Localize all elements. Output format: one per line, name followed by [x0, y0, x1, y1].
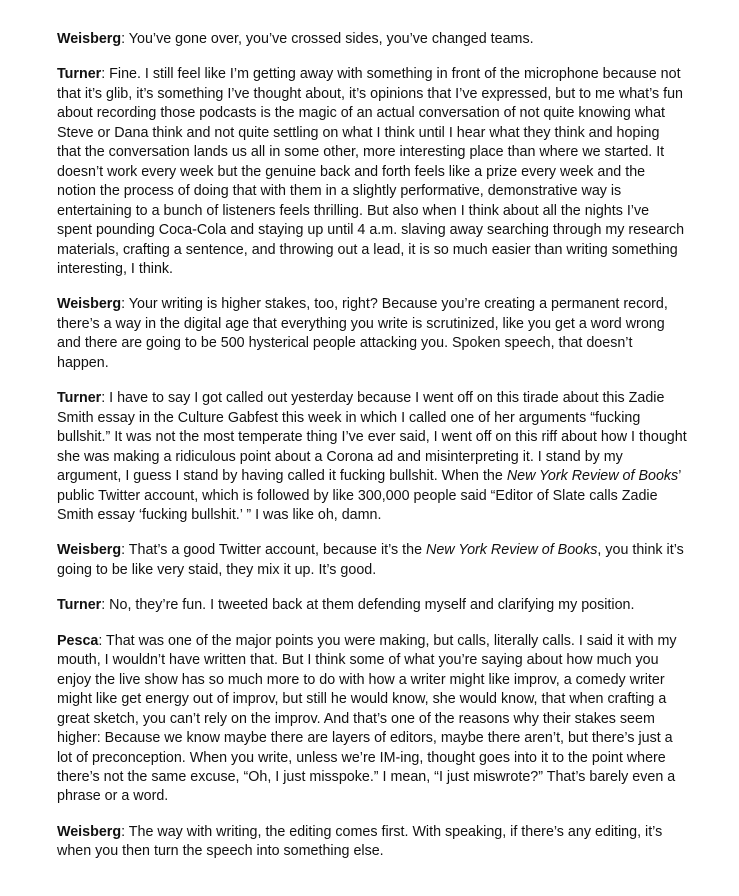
speaker-name: Pesca [57, 632, 99, 649]
dialogue-text: : Your writing is higher stakes, too, right? Because you’re creating a permanent record, there’s a way in the digital age that everything you write is scrutinized, like you get a word wrong and there are going to be 500 hysterical people attacking you. Spoken speech, that doesn’t happen. [57, 296, 668, 371]
speaker-name: Turner [57, 597, 102, 614]
speaker-name: Weisberg [57, 823, 122, 840]
dialogue-text: : That’s a good Twitter account, because it’s the [121, 542, 427, 559]
speaker-name: Weisberg [57, 31, 122, 47]
transcript-paragraph [57, 30, 687, 49]
transcript-paragraph [57, 596, 687, 615]
speaker-name: Weisberg [57, 296, 122, 313]
speaker-name: Weisberg [57, 542, 122, 559]
publication-title: New York Review of Books [506, 468, 679, 485]
transcript-paragraph [57, 823, 687, 862]
dialogue-text: : You’ve gone over, you’ve crossed sides, you’ve changed teams. [121, 31, 534, 47]
dialogue-text: , you think it’s going to be like very staid, they mix it up. It’s good. [57, 542, 684, 578]
dialogue-text: ’ public Twitter account, which is followed by like 300,000 people said “Editor of Slate calls Zadie Smith essay ‘fucking bullshit.’ ” I was like oh, damn. [57, 468, 681, 523]
transcript-paragraph [57, 632, 687, 807]
transcript-paragraph [57, 65, 687, 279]
publication-title: New York Review of Books [426, 542, 598, 559]
dialogue-text: : That was one of the major points you were making, but calls, literally calls. I said it with my mouth, I wouldn’t have written that. But I think some of what you’re saying about how much you enjoy the live show has so much more to do with how a writer might like improv, a comedy writer might like get energy out of improv, but still he would know, she would know, that when crafting a great sketch, you can’t rely on the improv. And that’s one of the reasons why their stakes seem higher: Because we know maybe there are layers of editors, maybe there aren’t, but there’s just a lot of preconception. When you write, unless we’re IM-ing, thought goes into it to the point where there’s not the same excuse, “Oh, I just misspoke.” I mean, “I just miswrote?” That’s barely even a phrase or a word. [57, 632, 677, 805]
speaker-name: Turner [57, 390, 102, 407]
dialogue-text: : Fine. I still feel like I’m getting away with something in front of the microphone because not that it’s glib, it’s something I’ve thought about, it’s opinions that I’ve expressed, but to me what’s fun about recording those podcasts is the magic of an actual conversation of not quite knowing what Steve or Dana think and not quite settling on what I think until I hear what they think and hoping that the conversation lands us all in some other, more interesting place than where we started. It doesn’t work every week but the genuine back and forth feels like a prize every week and the notion the process of doing that with them in a slightly performative, demonstrative way is entertaining to a bunch of listeners feels thrilling. But also when I think about all the nights I’ve spent pounding Coca-Cola and staying up until 4 a.m. slaving away searching through my research materials, crafting a sentence, and throwing out a lead, it is so much easier than writing something interesting, I think. [57, 66, 685, 277]
dialogue-text: : I have to say I got called out yesterday because I went off on this tirade about this Zadie Smith essay in the Culture Gabfest this week in which I called one of her arguments “fucking bullshit.” It was not the most temperate thing I’ve ever said, I went off on this riff about how I thought she was making a ridiculous point about a Corona ad and misinterpreting it. I stand by my argument, I guess I stand by having called it fucking bullshit. When the [57, 390, 687, 485]
transcript-page [57, 30, 687, 878]
speaker-name: Turner [57, 66, 102, 83]
transcript-paragraph [57, 389, 687, 525]
transcript-paragraph [57, 541, 687, 580]
transcript-paragraph [57, 295, 687, 373]
dialogue-text: : The way with writing, the editing comes first. With speaking, if there’s any editing, it’s when you then turn the speech into something else. [57, 823, 663, 860]
dialogue-text: : No, they’re fun. I tweeted back at them defending myself and clarifying my position. [101, 597, 635, 614]
